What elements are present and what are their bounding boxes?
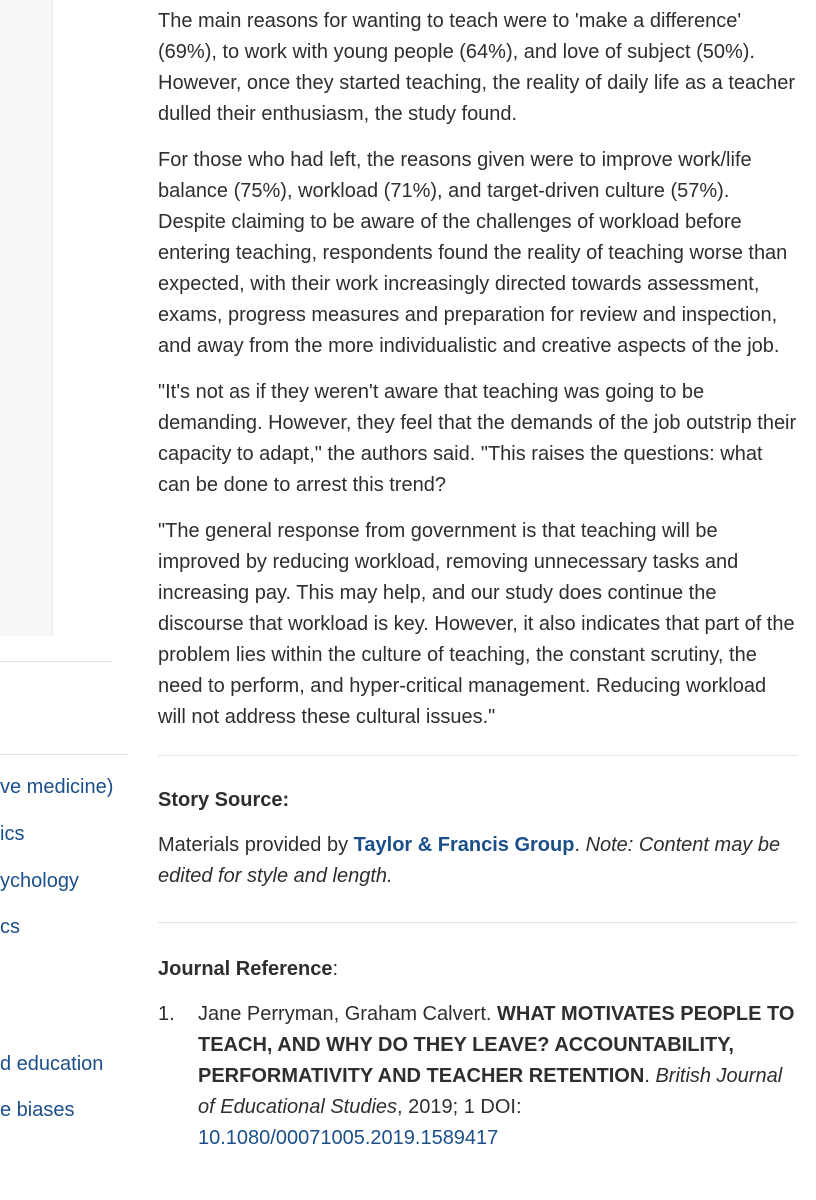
story-source-suffix: . [574, 834, 580, 856]
sidebar-divider [0, 754, 128, 755]
source-link[interactable]: Taylor & Francis Group [353, 834, 575, 856]
reference-authors: Jane Perryman, Graham Calvert. [198, 1003, 497, 1025]
sidebar-link[interactable]: ychology [0, 870, 79, 892]
journal-reference-colon: : [332, 958, 339, 980]
story-source-text [158, 830, 798, 892]
reference-details: , 2019; 1 DOI: [397, 1096, 522, 1118]
reference-number: 1. [158, 1003, 175, 1025]
sidebar-link[interactable]: e biases [0, 1099, 75, 1121]
article-paragraph: "It's not as if they weren't aware that teaching was going to be demanding. However, they feel that the demands of the job outstrip their capacity to adapt," the authors said. "This raises the questions: what can be done to arrest this trend? [158, 381, 797, 496]
story-source-prefix: Materials provided by [158, 834, 354, 856]
sidebar-link[interactable]: ve medicine) [0, 776, 114, 798]
article-paragraph: The main reasons for wanting to teach were to 'make a difference' (69%), to work with young people (64%), and love of subject (50%). However, once they started teaching, the reality of daily life as a teacher dulled their enthusiasm, the study found. [158, 10, 796, 125]
sidebar-link[interactable]: d education [0, 1053, 104, 1075]
reference-list [158, 999, 798, 1154]
reference-citation [198, 999, 798, 1154]
story-source-heading: Story Source: [158, 789, 290, 811]
reference-item [158, 999, 798, 1154]
reference-title: WHAT MOTIVATES PEOPLE TO TEACH, AND WHY DO THEY LEAVE? ACCOUNTABILITY, PERFORMATIVITY AND TEACHER RETENTION [198, 1003, 795, 1087]
story-source-note: Note: Content may be edited for style and length. [158, 834, 781, 887]
article-paragraph: "The general response from government is that teaching will be improved by reducing workload, removing unnecessary tasks and increasing pay. This may help, and our study does continue the discourse that workload is key. However, it also indicates that part of the problem lies within the culture of teaching, the constant scrutiny, the need to perform, and hyper-critical management. Reducing workload will not address these cultural issues." [158, 520, 795, 728]
doi-link[interactable]: 10.1080/00071005.2019.1589417 [198, 1127, 499, 1149]
story-source-section [158, 756, 798, 922]
article-body [158, 6, 798, 1154]
journal-reference-heading [158, 955, 798, 983]
sidebar-link[interactable]: cs [0, 916, 20, 938]
journal-reference-heading-text: Journal Reference [158, 958, 333, 980]
sidebar-divider [0, 661, 112, 662]
reference-title-end: . [644, 1065, 650, 1087]
article-paragraph: For those who had left, the reasons given were to improve work/life balance (75%), workload (71%), and target-driven culture (57%). Despite claiming to be aware of the challenges of workload before entering teaching, respondents found the reality of teaching worse than expected, with their work increasingly directed towards assessment, exams, progress measures and preparation for review and inspection, and away from the more individualistic and creative aspects of the job. [158, 149, 788, 357]
sidebar-link[interactable]: ics [0, 823, 25, 845]
journal-reference-section [158, 923, 798, 1154]
sidebar-panel [0, 0, 53, 636]
reference-journal: British Journal of Educational Studies [198, 1065, 783, 1118]
